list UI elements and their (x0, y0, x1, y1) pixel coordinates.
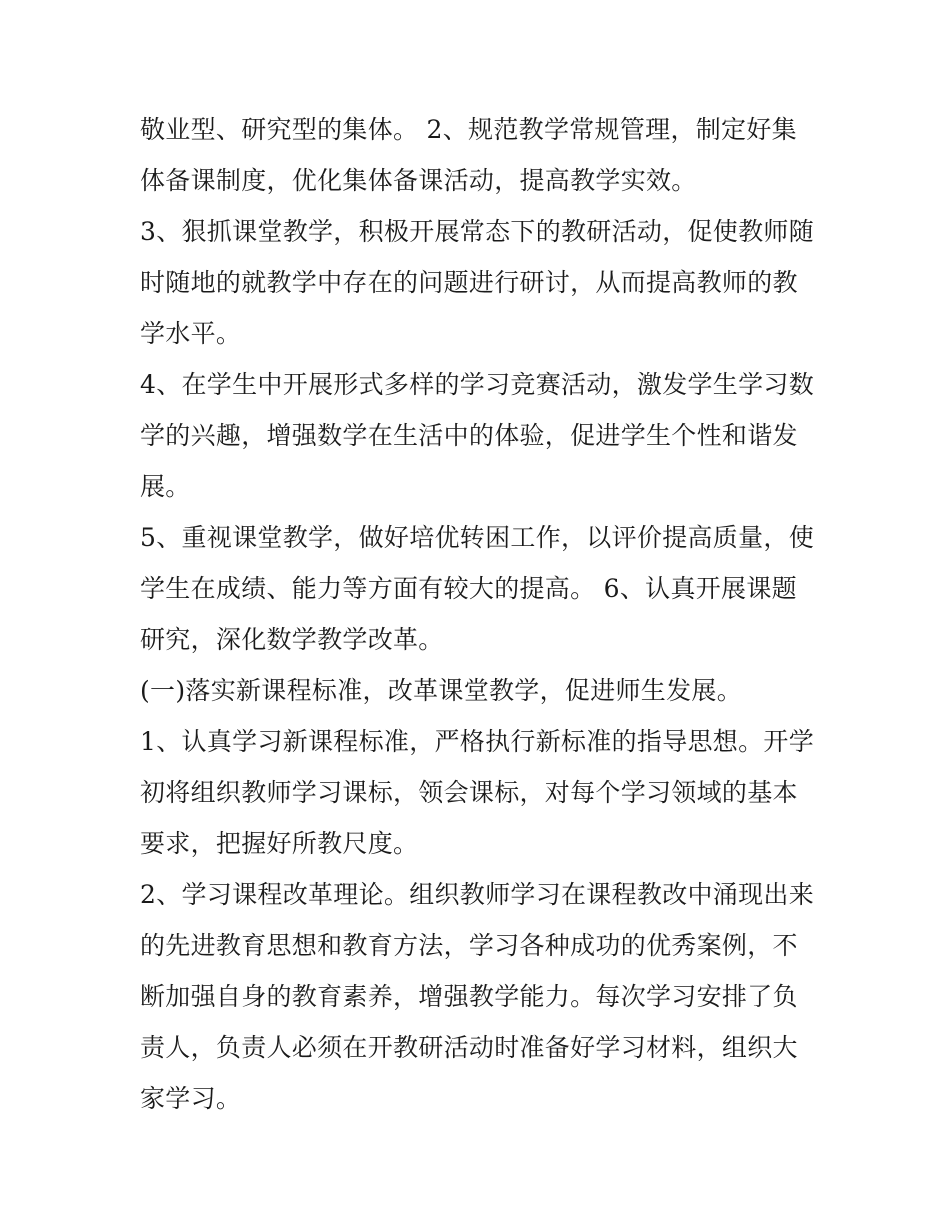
paragraph: 5、重视课堂教学，做好培优转困工作，以评价提高质量，使学生在成绩、能力等方面有较大的提高。 6、认真开展课题研究，深化数学教学改革。 (140, 523, 815, 654)
document-body (140, 104, 820, 1124)
paragraph: 敬业型、研究型的集体。 2、规范教学常规管理，制定好集体备课制度，优化集体备课活动，提高教学实效。 (140, 115, 797, 195)
paragraph: 2、学习课程改革理论。组织教师学习在课程教改中涌现出来的先进教育思想和教育方法，学习各种成功的优秀案例，不断加强自身的教育素养，增强教学能力。每次学习安排了负责人，负责人必须在开教研活动时准备好学习材料，组织大家学习。 (140, 880, 815, 1113)
paragraph: 1、认真学习新课程标准，严格执行新标准的指导思想。开学初将组织教师学习课标，领会课标，对每个学习领域的基本要求，把握好所教尺度。 (140, 727, 815, 858)
paragraph: 4、在学生中开展形式多样的学习竞赛活动，激发学生学习数学的兴趣，增强数学在生活中的体验，促进学生个性和谐发展。 (140, 370, 815, 501)
paragraph: 3、狠抓课堂教学，积极开展常态下的教研活动，促使教师随时随地的就教学中存在的问题进行研讨，从而提高教师的教学水平。 (140, 217, 815, 348)
section-heading: (一)落实新课程标准，改革课堂教学，促进师生发展。 (140, 676, 743, 705)
